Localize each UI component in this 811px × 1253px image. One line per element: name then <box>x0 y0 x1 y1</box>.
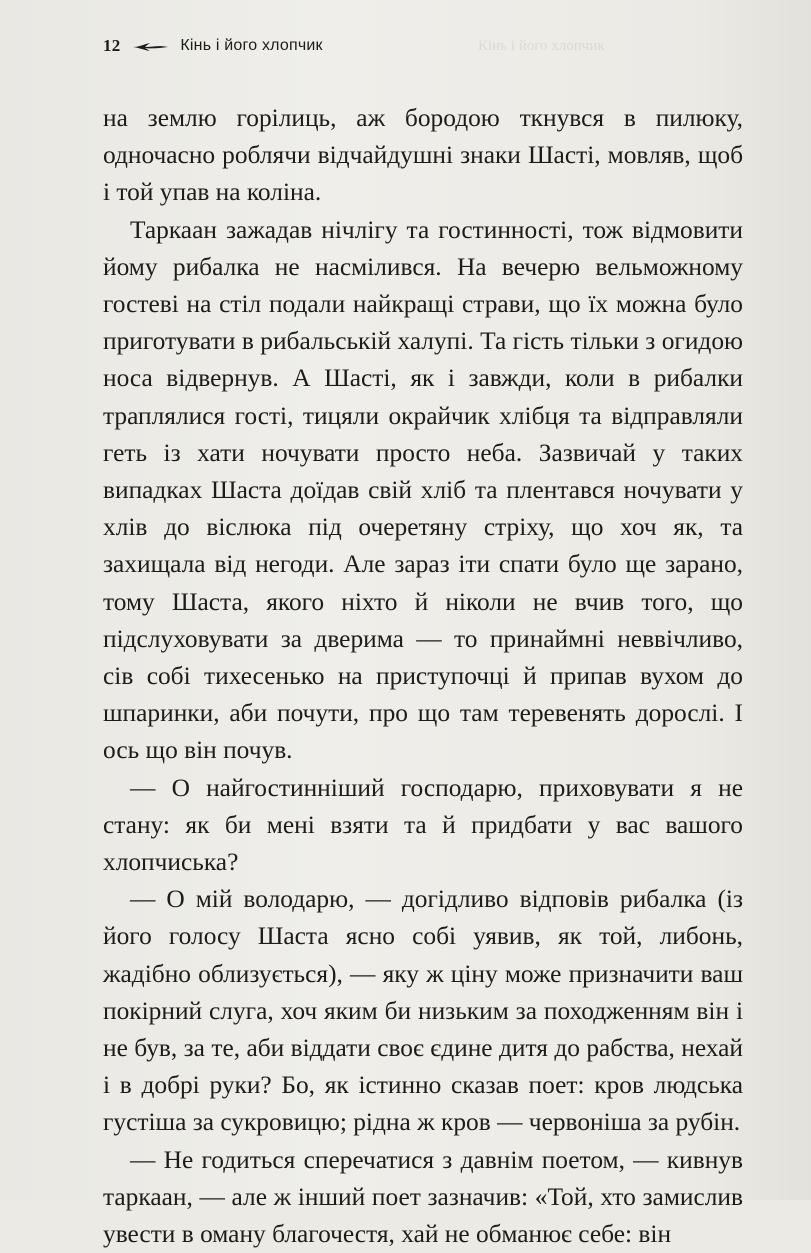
page-header <box>103 34 323 58</box>
paragraph: Таркаан зажадав нічлігу та гостинності, тож відмовити йому рибалка не насмілився. На вечерю вельможному гостеві на стіл подали найкращі страви, що їх можна було приготувати в рибальській халупі. Та гість тільки з огидою носа відвернув. А Шасті, як і завжди, коли в рибалки траплялися гості, тицяли окрайчик хлібця та відправляли геть із хати ночувати просто неба. Зазвичай у таких випадках Шаста доїдав свій хліб та плентався ночувати у хлів до віслюка під очеретяну стріху, що хоч як, та захищала від негоди. Але зараз іти спати було ще зарано, тому Шаста, якого ніхто й ніколи не вчив того, що підслуховувати за дверима — то принаймні неввічливо, сів собі тихесенько на приступочці й припав вухом до шпаринки, аби почути, про що там теревенять дорослі. І ось що він почув. <box>103 215 743 765</box>
dialogue-paragraph: — О найгостинніший господарю, приховувати я не стану: як би мені взяти та й придбати у вас вашого хлопчиська? <box>103 773 743 877</box>
paragraph-continuation: на землю горілиць, аж бородою ткнувся в пилюку, одночасно роблячи відчайдушні знаки Шасті, мовляв, щоб і той упав на коліна. <box>103 104 743 207</box>
ornament-icon <box>132 40 170 52</box>
show-through-text: Кінь і його хлопчик <box>478 38 605 54</box>
body-text <box>103 100 743 1253</box>
running-title: Кінь і його хлопчик <box>180 37 323 54</box>
dialogue-paragraph: — Не годиться сперечатися з давнім поетом, — кивнув таркаан, — але ж інший поет зазначив: «Той, хто замислив увести в оману благочестя, хай не обманює себе: він <box>103 1145 743 1249</box>
page-number: 12 <box>103 36 121 55</box>
dialogue-paragraph: — О мій володарю, — догідливо відповів рибалка (із його голосу Шаста ясно собі уявив, як той, либонь, жадібно облизується), — яку ж ціну може призначити ваш покірний слуга, хоч яким би низьким за походженням він і не був, за те, аби віддати своє єдине дитя до рабства, нехай і в добрі руки? Бо, як істинно сказав поет: кров людська густіша за сукровицю; рідна ж кров — червоніша за рубін. <box>103 885 743 1137</box>
